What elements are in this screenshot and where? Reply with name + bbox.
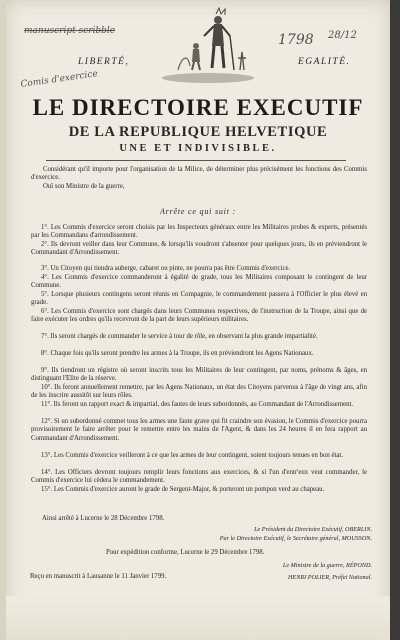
preamble-oui: Ouï son Ministre de la guerre,	[43, 183, 125, 190]
william-tell-vignette	[158, 6, 258, 84]
handwritten-year: 1798	[278, 32, 314, 48]
signature-prefect: HENRI POLIER, Préfet National.	[287, 574, 372, 581]
preamble-considerant: Considérant qu'il importe pour l'organisation de la Milice, de déterminer plus précisément les fonctions des Commis d'exercice.	[31, 166, 367, 182]
motto-egalite: EGALITÉ.	[298, 57, 351, 67]
document-subtitle: DE LA REPUBLIQUE HELVETIQUE	[68, 124, 328, 140]
arrete-heading: Arrête ce qui suit :	[160, 207, 236, 216]
article-1: 1°. Les Commis d'exercice seront choisis par les Inspecteurs généraux entre les Militaires probes & experts, présentés par les Commandans d'arrondissement.	[31, 224, 367, 240]
document-page	[6, 0, 390, 640]
article-10: 10°. Ils feront annuellement remettre, par les Agens Nationaux, un état des Citoyens parvenus à l'âge de vingt ans, afin de les inscrire aussitôt sur leurs rôles.	[31, 384, 367, 400]
received-line: Reçu en manuscrit à Lausanne le 11 Janvier 1799.	[30, 573, 167, 580]
article-8: 8°. Chaque fois qu'ils seront prendre les armes à la Troupe, ils en préviendront les Agens Nationaux.	[41, 350, 314, 357]
signature-president: Le Président du Directoire Exécutif, OBERLIN.	[254, 526, 372, 533]
handwritten-note-top-left: manuscript scribble	[24, 26, 116, 36]
title-rule	[46, 160, 346, 161]
signature-secretary: Par le Directoire Exécutif, le Secrétaire général, MOUSSON.	[219, 535, 372, 542]
article-14: 14°. Les Officiers devront toujours remplir leurs fonctions aux exercices, & si l'un d'entr'eux veut commander, le Commis d'exercice lui cèdera le commandement.	[31, 469, 367, 485]
document-subtitle-2: UNE ET INDIVISIBLE.	[119, 143, 277, 154]
fold-mark	[6, 596, 390, 640]
handwritten-folio: 28/12	[328, 30, 357, 41]
article-15: 15°. Les Commis d'exercice auront le grade de Sergent-Major, & porteront un pompon verd au chapeau.	[41, 486, 325, 493]
article-9: 9°. Ils tiendront un régistre où seront inscrits tous les Militaires de leur contingent, par noms, prénoms & âges, en distinguant l'Elite de la réserve.	[31, 367, 367, 383]
article-13: 13°. Les Commis d'exercice veilleront à ce que les armes de leur contingent, soient toujours tenues en bon état.	[41, 452, 343, 459]
article-12: 12°. Si un subordonné commet tous les armes une faute grave qui fit craindre son évasion, le Commis d'exercice pourra provisoirement le faire arrêter pour le remettre entre les mains de l'Agent, & dans les 24 heures il en fera rapport au Commandant d'Arrondissement.	[31, 418, 367, 442]
signature-minister: Le Ministre de la guerre, RÉPOND.	[282, 562, 372, 569]
handwritten-note-margin: Comis d'exercice	[20, 69, 99, 90]
date-line: Ainsi arrêté à Lucerne le 28 Décembre 1798.	[42, 515, 165, 522]
expedition-line: Pour expédition conforme, Lucerne le 29 Décembre 1798.	[106, 549, 265, 556]
article-7: 7°. Ils seront chargés de commander le service à tour de rôle, en observant la plus grande impartialité.	[41, 333, 318, 340]
article-5: 5°. Lorsque plusieurs contingens seront réunis en Compagnie, le commandement passera à l'Officier le plus élevé en grade.	[31, 291, 367, 307]
article-3: 3°. Un Citoyen qui tiendra auberge, cabaret ou pinte, ne pourra pas être Commis d'exercice.	[41, 265, 291, 272]
article-2: 2°. Ils devront veiller dans leur Commune, & lorsqu'ils voudront s'absenter pour quelques jours, ils en préviendront le Commandant d'Arrondissement.	[31, 241, 367, 257]
article-6: 6°. Les Commis d'exercice sont chargés dans leurs Communes respectives, de l'instruction de la Troupe, ainsi que de faire exécuter les ordres qu'ils recevront de la part de leurs supérieurs militaires.	[31, 308, 367, 324]
article-4: 4°. Les Commis d'exercice commanderont à égalité de grade, tous les Militaires composant le contingent de leur Commune.	[31, 274, 367, 290]
motto-liberte: LIBERTÉ,	[78, 57, 130, 67]
document-title: LE DIRECTOIRE EXECUTIF	[32, 95, 364, 120]
article-11: 11°. Ils feront un rapport exact & impartial, des fautes de leurs subordonnés, au Commandant de l'Arrondissement.	[41, 401, 354, 408]
